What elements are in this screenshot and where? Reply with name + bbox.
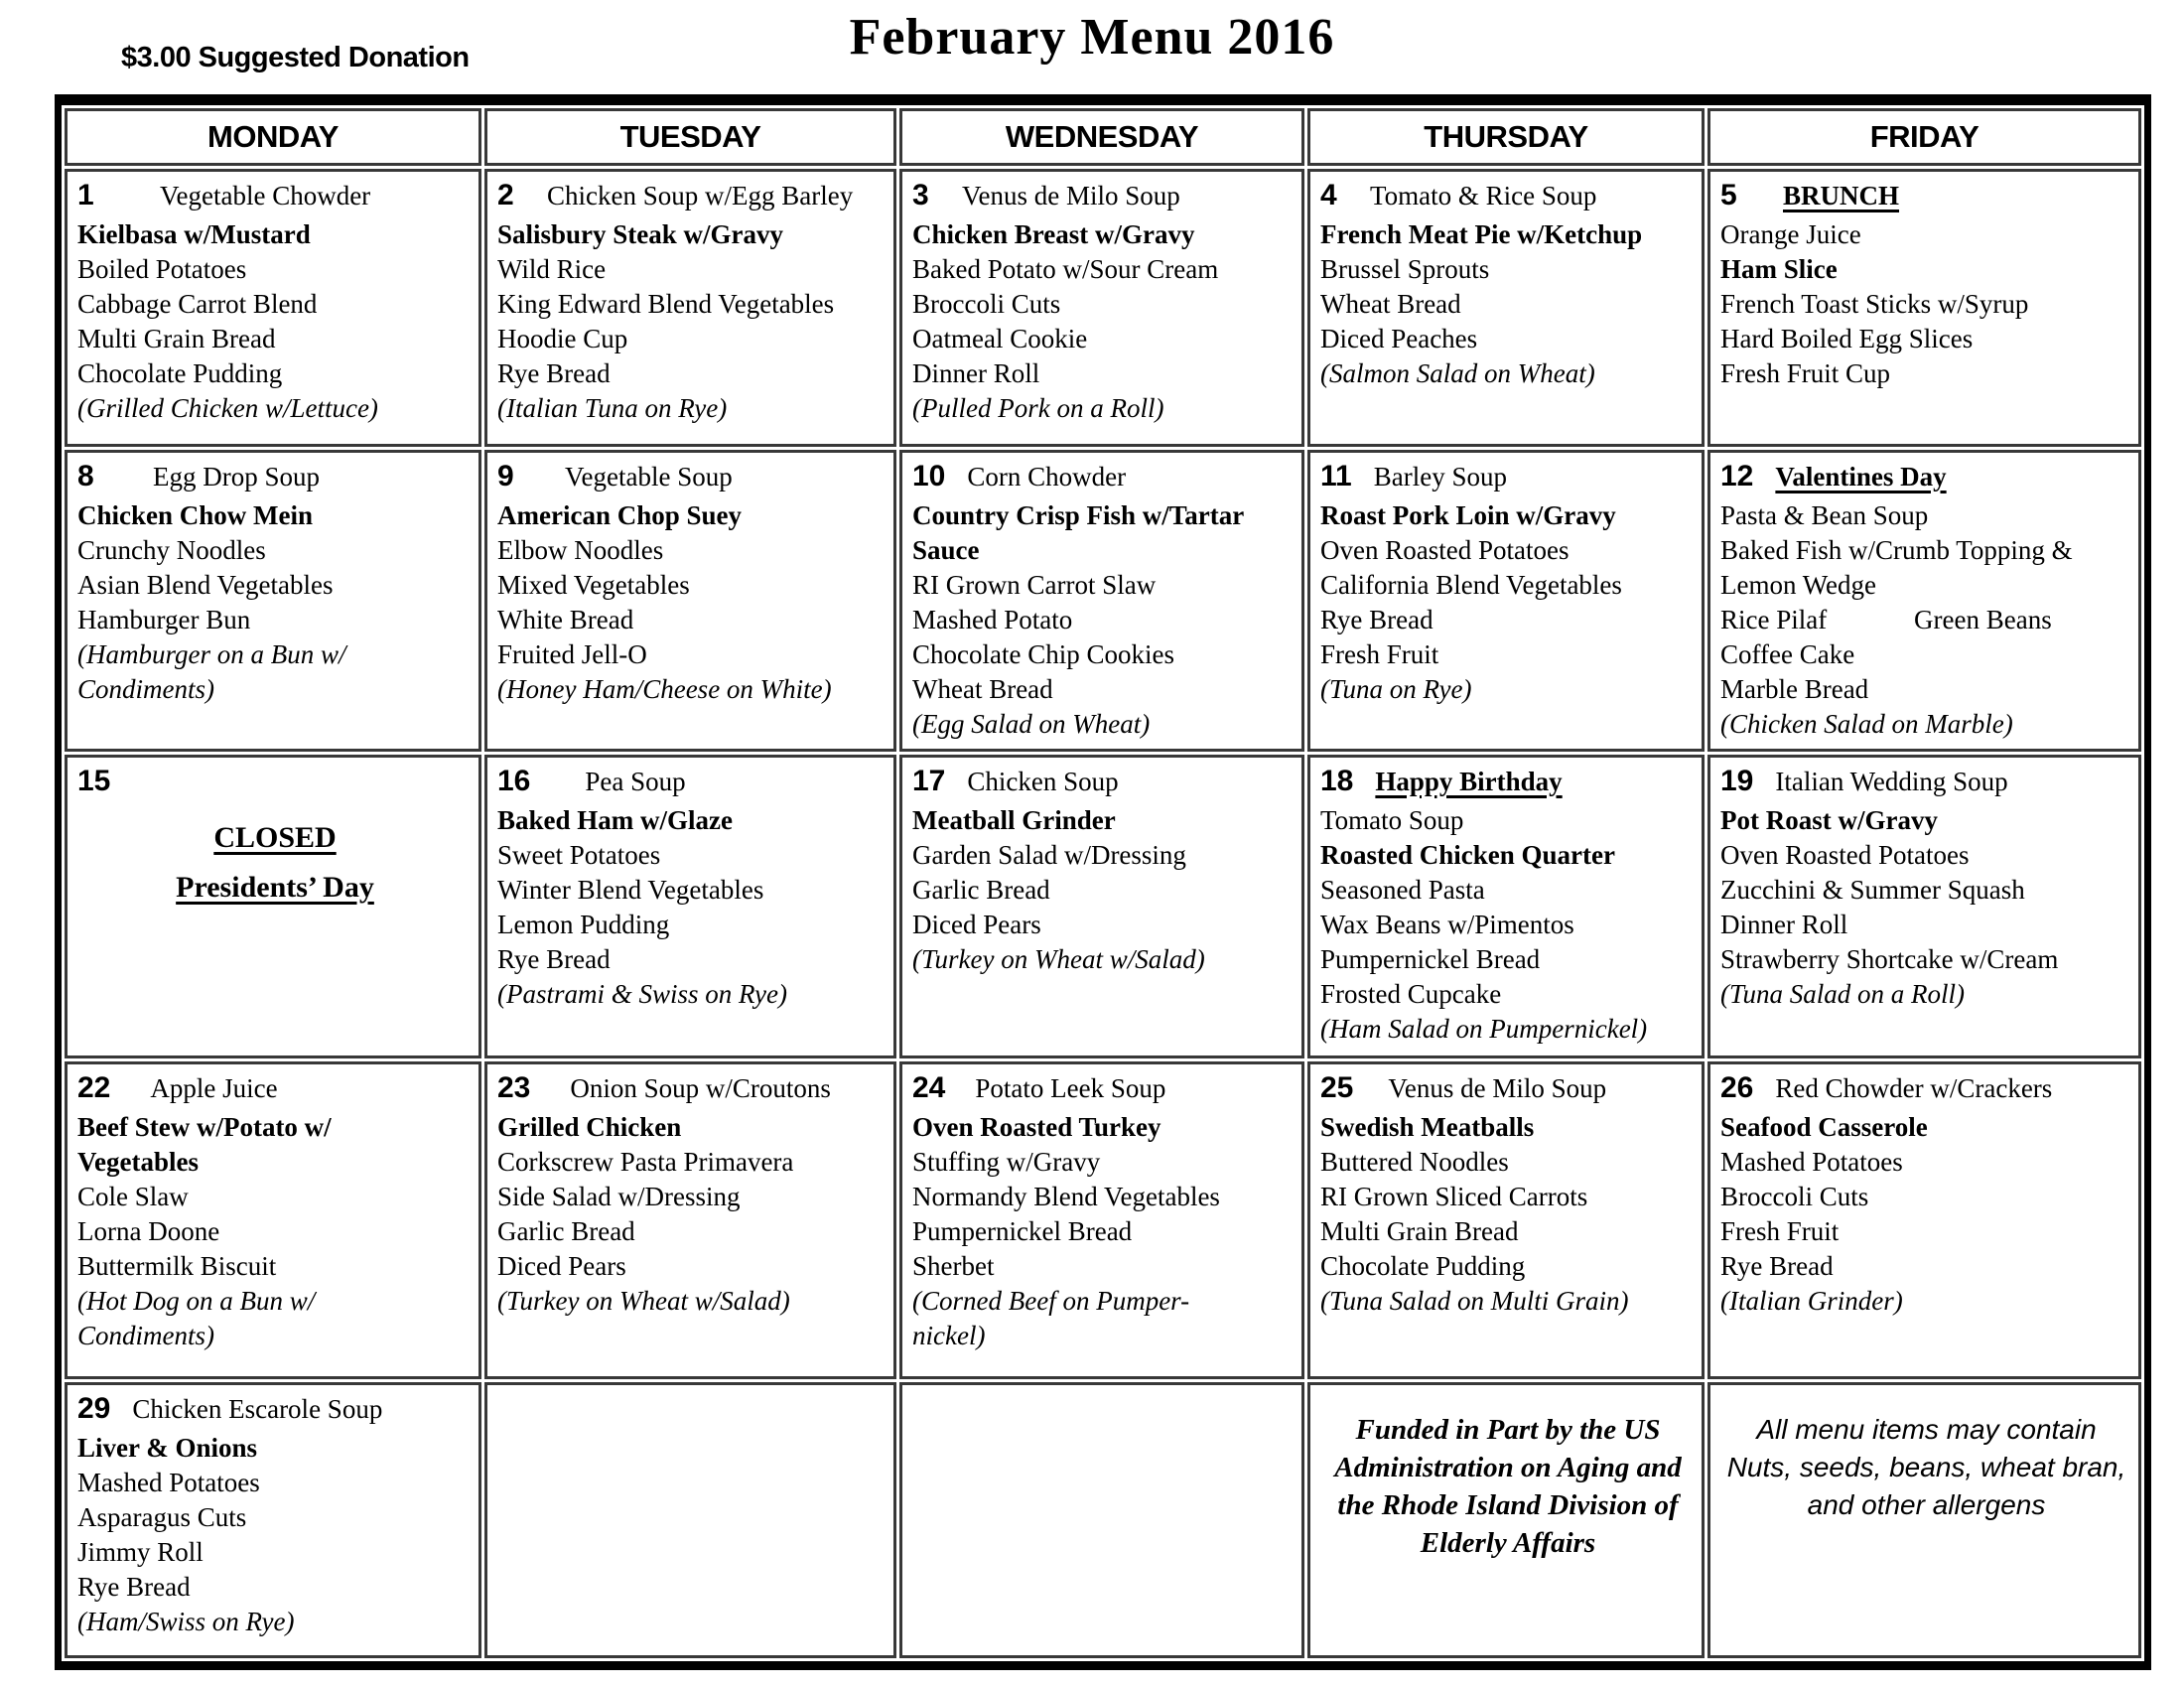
menu-item: Wheat Bread (912, 674, 1053, 704)
day-line (1720, 178, 2132, 217)
menu-item: Strawberry Shortcake w/Cream (1720, 944, 2059, 974)
menu-item: Sweet Potatoes (497, 840, 661, 870)
menu-item: Rice Pilaf (1720, 605, 1828, 634)
menu-item: (Pastrami & Swiss on Rye) (497, 979, 787, 1009)
menu-item: Chocolate Pudding (1320, 1251, 1526, 1281)
day-number: 23 (497, 1071, 531, 1104)
day-line (77, 178, 473, 217)
day-cell-22 (65, 1061, 481, 1379)
menu-item: French Meat Pie w/Ketchup (1320, 219, 1643, 249)
note-line: Elderly Affairs (1420, 1527, 1596, 1559)
menu-item: Zucchini & Summer Squash (1720, 875, 2025, 905)
day-cell-23 (484, 1061, 896, 1379)
day-first-item: BRUNCH (1783, 181, 1900, 211)
day-number: 12 (1720, 460, 1754, 492)
menu-item: Diced Pears (912, 910, 1041, 939)
menu-item: Pasta & Bean Soup (1720, 500, 1929, 530)
menu-item: Multi Grain Bread (1320, 1216, 1519, 1246)
funded-note-cell (1307, 1382, 1705, 1658)
menu-item: Diced Peaches (1320, 324, 1478, 353)
day-number: 29 (77, 1392, 111, 1425)
page-title: February Menu 2016 (849, 9, 1335, 66)
week-row-5 (65, 1382, 2141, 1658)
day-line (1720, 459, 2132, 498)
day-cell-3 (899, 169, 1304, 447)
menu-item: Oven Roasted Turkey (912, 1112, 1161, 1142)
day-number: 19 (1720, 765, 1754, 797)
day-number: 5 (1720, 179, 1737, 211)
menu-item: Oven Roasted Potatoes (1720, 840, 1970, 870)
day-number: 4 (1320, 179, 1337, 211)
menu-item: Oatmeal Cookie (912, 324, 1088, 353)
day-cell-8 (65, 450, 481, 752)
menu-item: Fresh Fruit (1720, 1216, 1840, 1246)
menu-item: American Chop Suey (497, 500, 743, 530)
menu-item: (Pulled Pork on a Roll) (912, 393, 1164, 423)
day-line (77, 1391, 473, 1431)
day-cell-12 (1707, 450, 2141, 752)
menu-item: Elbow Noodles (497, 535, 664, 565)
menu-item: Boiled Potatoes (77, 254, 247, 284)
menu-item: Coffee Cake (1720, 639, 1855, 669)
day-first-item: Vegetable Chowder (160, 181, 371, 211)
day-first-item: Tomato & Rice Soup (1370, 181, 1597, 211)
day-first-item: Apple Juice (150, 1073, 278, 1103)
menu-item: (Tuna on Rye) (1320, 674, 1472, 704)
menu-item: (Ham/Swiss on Rye) (77, 1607, 295, 1636)
note-line: the Rhode Island Division of (1337, 1489, 1679, 1521)
day-first-item: Red Chowder w/Crackers (1775, 1073, 2053, 1103)
menu-item: (Italian Tuna on Rye) (497, 393, 728, 423)
menu-item: Condiments) (77, 674, 214, 704)
day-first-item: Potato Leek Soup (975, 1073, 1166, 1103)
day-header-wednesday: WEDNESDAY (899, 108, 1304, 166)
menu-item: Rye Bread (1720, 1251, 1834, 1281)
day-first-item: Corn Chowder (967, 462, 1127, 492)
day-first-item: Italian Wedding Soup (1775, 767, 2008, 796)
note-line: Nuts, seeds, beans, wheat bran, (1726, 1452, 2126, 1482)
menu-item: Fresh Fruit Cup (1720, 358, 1891, 388)
allergen-note (1720, 1411, 2132, 1524)
day-first-item: Egg Drop Soup (153, 462, 320, 492)
menu-item: Marble Bread (1720, 674, 1869, 704)
day-cell-11 (1307, 450, 1705, 752)
menu-item: (Tuna Salad on a Roll) (1720, 979, 1966, 1009)
menu-item: Hamburger Bun (77, 605, 251, 634)
day-cell-26 (1707, 1061, 2141, 1379)
day-line (497, 764, 887, 803)
menu-item: Ham Slice (1720, 254, 1838, 284)
menu-item: French Toast Sticks w/Syrup (1720, 289, 2029, 319)
closed-line: CLOSED (213, 821, 337, 854)
menu-item: Asparagus Cuts (77, 1502, 247, 1532)
menu-item: Mashed Potatoes (77, 1468, 260, 1497)
day-cell-4 (1307, 169, 1705, 447)
menu-item: King Edward Blend Vegetables (497, 289, 835, 319)
menu-item: Vegetables (77, 1147, 199, 1177)
closed-line: Presidents’ Day (176, 871, 374, 904)
menu-item: Wax Beans w/Pimentos (1320, 910, 1574, 939)
calendar-body (65, 169, 2141, 1658)
menu-item: Garlic Bread (497, 1216, 635, 1246)
menu-item: Pumpernickel Bread (1320, 944, 1541, 974)
day-cell-16 (484, 755, 896, 1058)
menu-item: Seafood Casserole (1720, 1112, 1928, 1142)
week-row-2 (65, 450, 2141, 752)
day-line (1720, 1070, 2132, 1110)
menu-item: Pot Roast w/Gravy (1720, 805, 1938, 835)
menu-item: Fruited Jell-O (497, 639, 647, 669)
menu-item: Grilled Chicken (497, 1112, 682, 1142)
day-cell-17 (899, 755, 1304, 1058)
day-first-item: Happy Birthday (1375, 767, 1563, 796)
menu-item: RI Grown Sliced Carrots (1320, 1182, 1588, 1211)
day-header-thursday: THURSDAY (1307, 108, 1705, 166)
day-first-item: Barley Soup (1373, 462, 1507, 492)
day-first-item: Chicken Soup (967, 767, 1119, 796)
day-line (1320, 459, 1696, 498)
menu-item: Roasted Chicken Quarter (1320, 840, 1615, 870)
day-cell-10 (899, 450, 1304, 752)
menu-item: Oven Roasted Potatoes (1320, 535, 1570, 565)
day-cell-29 (65, 1382, 481, 1658)
day-number: 9 (497, 460, 514, 492)
menu-item: Orange Juice (1720, 219, 1861, 249)
day-number: 15 (77, 765, 111, 797)
menu-item: Pumpernickel Bread (912, 1216, 1133, 1246)
empty-cell (484, 1382, 896, 1658)
day-line (1720, 764, 2132, 803)
day-cell-18 (1307, 755, 1705, 1058)
note-line: All menu items may contain (1756, 1414, 2097, 1445)
menu-item: Buttermilk Biscuit (77, 1251, 277, 1281)
day-first-item: Onion Soup w/Croutons (570, 1073, 831, 1103)
menu-item: White Bread (497, 605, 634, 634)
day-number: 17 (912, 765, 946, 797)
menu-item: Fresh Fruit (1320, 639, 1439, 669)
menu-item: Corkscrew Pasta Primavera (497, 1147, 794, 1177)
day-first-item: Chicken Soup w/Egg Barley (547, 181, 854, 211)
day-number: 22 (77, 1071, 111, 1104)
day-number: 18 (1320, 765, 1354, 797)
menu-item: Mashed Potato (912, 605, 1073, 634)
menu-item: Buttered Noodles (1320, 1147, 1509, 1177)
menu-item: Mashed Potatoes (1720, 1147, 1903, 1177)
menu-item: (Hot Dog on a Bun w/ (77, 1286, 316, 1316)
day-number: 26 (1720, 1071, 1754, 1104)
menu-item: (Honey Ham/Cheese on White) (497, 674, 832, 704)
menu-item: Lorna Doone (77, 1216, 220, 1246)
menu-item: Rye Bread (497, 358, 611, 388)
day-first-item: Pea Soup (585, 767, 686, 796)
day-line (1320, 764, 1696, 803)
menu-item: Crunchy Noodles (77, 535, 266, 565)
day-line (912, 459, 1296, 498)
menu-item: Chicken Breast w/Gravy (912, 219, 1195, 249)
day-header-row (65, 108, 2141, 166)
menu-line-split (1720, 603, 2132, 637)
day-first-item: Chicken Escarole Soup (132, 1394, 383, 1424)
menu-item: Garden Salad w/Dressing (912, 840, 1186, 870)
day-number: 3 (912, 179, 929, 211)
note-line: Administration on Aging and (1334, 1452, 1682, 1483)
menu-item: Lemon Wedge (1720, 570, 1877, 600)
menu-item: Rye Bread (1320, 605, 1433, 634)
menu-item: Baked Ham w/Glaze (497, 805, 733, 835)
menu-item: Frosted Cupcake (1320, 979, 1502, 1009)
day-line (497, 1070, 887, 1110)
menu-item: Swedish Meatballs (1320, 1112, 1535, 1142)
allergen-note-cell (1707, 1382, 2141, 1658)
menu-item: Normandy Blend Vegetables (912, 1182, 1220, 1211)
menu-item: Diced Pears (497, 1251, 626, 1281)
day-header-monday: MONDAY (65, 108, 481, 166)
day-line (497, 178, 887, 217)
menu-item: (Chicken Salad on Marble) (1720, 709, 2013, 739)
menu-item: (Hamburger on a Bun w/ (77, 639, 346, 669)
day-line (912, 178, 1296, 217)
menu-item: (Ham Salad on Pumpernickel) (1320, 1014, 1648, 1044)
day-number: 16 (497, 765, 531, 797)
menu-item: Chocolate Chip Cookies (912, 639, 1174, 669)
menu-item: Liver & Onions (77, 1433, 258, 1463)
day-cell-9 (484, 450, 896, 752)
menu-item: Jimmy Roll (77, 1537, 204, 1567)
day-line (77, 1070, 473, 1110)
menu-item: Hard Boiled Egg Slices (1720, 324, 1974, 353)
day-line (912, 764, 1296, 803)
menu-item: Kielbasa w/Mustard (77, 219, 311, 249)
menu-item: Country Crisp Fish w/Tartar (912, 500, 1245, 530)
note-line: and other allergens (1807, 1489, 2046, 1520)
menu-item: Cole Slaw (77, 1182, 189, 1211)
week-row-1 (65, 169, 2141, 447)
closed-block (77, 813, 473, 913)
menu-item: Meatball Grinder (912, 805, 1116, 835)
day-number: 10 (912, 460, 946, 492)
menu-item: Baked Potato w/Sour Cream (912, 254, 1219, 284)
menu-item: Condiments) (77, 1321, 214, 1350)
day-line (77, 459, 473, 498)
menu-item: Baked Fish w/Crumb Topping & (1720, 535, 2073, 565)
menu-item: Tomato Soup (1320, 805, 1464, 835)
menu-item: Mixed Vegetables (497, 570, 690, 600)
day-number: 2 (497, 179, 514, 211)
day-line (77, 764, 473, 803)
menu-item: Cabbage Carrot Blend (77, 289, 318, 319)
menu-item: Lemon Pudding (497, 910, 670, 939)
menu-item: Sherbet (912, 1251, 995, 1281)
day-number: 8 (77, 460, 94, 492)
day-line (912, 1070, 1296, 1110)
day-line (1320, 178, 1696, 217)
menu-item: Garlic Bread (912, 875, 1050, 905)
week-row-4 (65, 1061, 2141, 1379)
week-row-3 (65, 755, 2141, 1058)
menu-item: (Turkey on Wheat w/Salad) (497, 1286, 790, 1316)
day-number: 25 (1320, 1071, 1354, 1104)
menu-item: Wheat Bread (1320, 289, 1461, 319)
day-cell-5 (1707, 169, 2141, 447)
menu-item: (Corned Beef on Pumper- (912, 1286, 1190, 1316)
empty-cell (899, 1382, 1304, 1658)
menu-item: (Grilled Chicken w/Lettuce) (77, 393, 378, 423)
menu-item: Sauce (912, 535, 980, 565)
menu-item: Rye Bread (497, 944, 611, 974)
day-first-item: Venus de Milo Soup (962, 181, 1180, 211)
menu-item: Seasoned Pasta (1320, 875, 1485, 905)
menu-item: nickel) (912, 1321, 986, 1350)
menu-item: (Egg Salad on Wheat) (912, 709, 1151, 739)
menu-item: Dinner Roll (912, 358, 1040, 388)
menu-item: Roast Pork Loin w/Gravy (1320, 500, 1616, 530)
menu-item: Broccoli Cuts (1720, 1182, 1869, 1211)
menu-item: (Turkey on Wheat w/Salad) (912, 944, 1205, 974)
day-cell-2 (484, 169, 896, 447)
day-cell-19 (1707, 755, 2141, 1058)
menu-item: Multi Grain Bread (77, 324, 276, 353)
suggested-donation: $3.00 Suggested Donation (121, 42, 470, 73)
menu-item: Hoodie Cup (497, 324, 628, 353)
day-cell-24 (899, 1061, 1304, 1379)
menu-item: Winter Blend Vegetables (497, 875, 764, 905)
day-cell-25 (1307, 1061, 1705, 1379)
menu-item: RI Grown Carrot Slaw (912, 570, 1157, 600)
day-line (497, 459, 887, 498)
menu-item: Wild Rice (497, 254, 607, 284)
day-cell-1 (65, 169, 481, 447)
closed-cell-15 (65, 755, 481, 1058)
menu-item: (Italian Grinder) (1720, 1286, 1903, 1316)
menu-item: Asian Blend Vegetables (77, 570, 334, 600)
menu-item: Salisbury Steak w/Gravy (497, 219, 784, 249)
day-header-tuesday: TUESDAY (484, 108, 896, 166)
menu-item: California Blend Vegetables (1320, 570, 1622, 600)
menu-item: Stuffing w/Gravy (912, 1147, 1101, 1177)
menu-item: Beef Stew w/Potato w/ (77, 1112, 332, 1142)
menu-item: Side Salad w/Dressing (497, 1182, 741, 1211)
menu-item: (Salmon Salad on Wheat) (1320, 358, 1595, 388)
day-number: 1 (77, 179, 94, 211)
day-number: 11 (1320, 460, 1352, 492)
funded-note (1320, 1411, 1696, 1562)
day-line (1320, 1070, 1696, 1110)
note-line: Funded in Part by the US (1355, 1414, 1661, 1446)
menu-item: Dinner Roll (1720, 910, 1848, 939)
day-header-friday: FRIDAY (1707, 108, 2141, 166)
menu-item: Green Beans (1914, 605, 2052, 634)
menu-item: Rye Bread (77, 1572, 191, 1602)
menu-item: Brussel Sprouts (1320, 254, 1490, 284)
day-first-item: Valentines Day (1775, 462, 1947, 492)
menu-item: Broccoli Cuts (912, 289, 1061, 319)
day-first-item: Venus de Milo Soup (1388, 1073, 1607, 1103)
menu-item: (Tuna Salad on Multi Grain) (1320, 1286, 1629, 1316)
menu-calendar (55, 94, 2151, 1670)
menu-item: Chicken Chow Mein (77, 500, 314, 530)
day-number: 24 (912, 1071, 946, 1104)
menu-item: Chocolate Pudding (77, 358, 283, 388)
day-first-item: Vegetable Soup (565, 462, 733, 492)
